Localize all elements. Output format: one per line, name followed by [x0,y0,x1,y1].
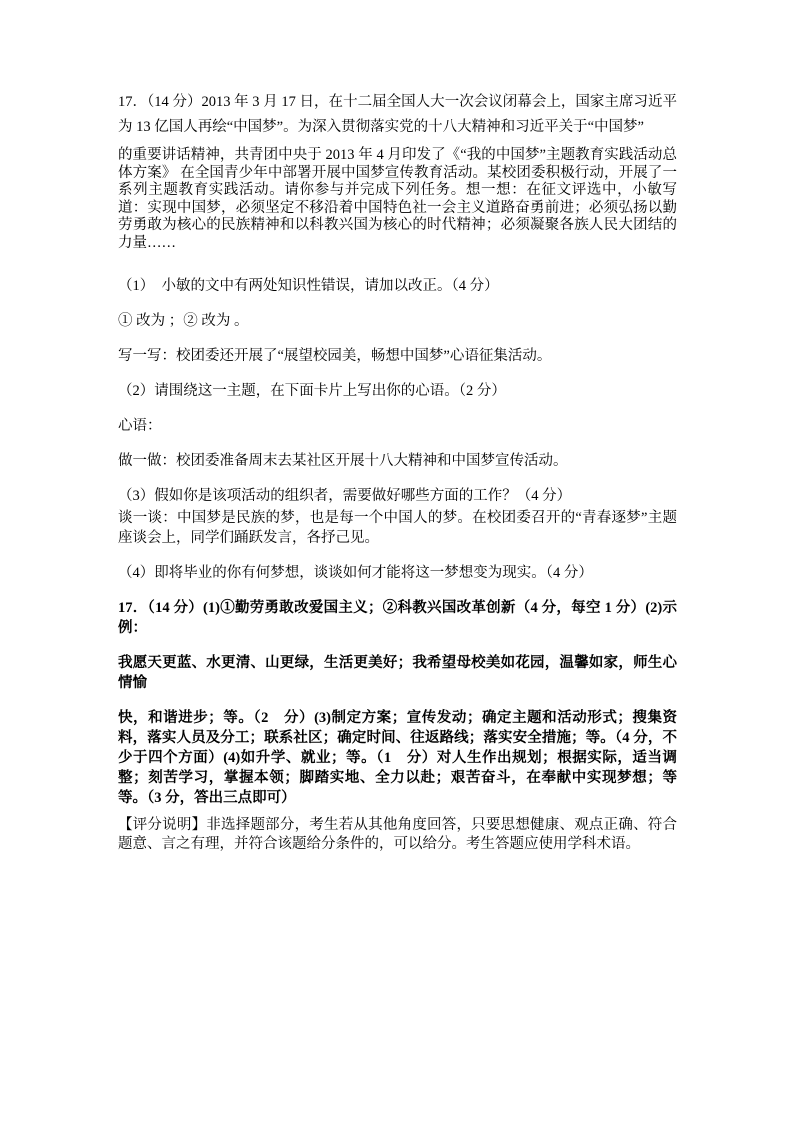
card-label: 心语： [118,418,162,434]
write-prompt: 写一写：校团委还开展了“展望校园美，畅想中国梦”心语征集活动。 [118,348,552,364]
subquestion-1: （1） 小敏的文中有两处知识性错误，请加以改正。（4 分） [118,278,499,294]
talk-prompt: 谈一谈：中国梦是民族的梦，也是每一个中国人的梦。在校团委召开的“青春逐梦”主题座谈会上，同学们踊跃发言，各抒己见。 [118,510,677,546]
answer-key-header: 17．（14 分）(1)①勤劳勇敢改爱国主义；②科教兴国改革创新（4 分，每空 1 分）(2)示例： [118,600,677,636]
question-17-intro-part1: 17．（14 分）2013 年 3 月 17 日，在十二届全国人大一次会议闭幕会上，国家主席习近平为 13 亿国人再绘“中国梦”。为深入贯彻落实党的十八大精神和习近平关于“中国梦” [118,94,677,135]
answer-key-body: 快，和谐进步；等。（2 分）(3)制定方案；宣传发动；确定主题和活动形式；搜集资料，落实人员及分工；联系社区；确定时间、往返路线；落实安全措施；等。（4 分，不少于四个方面）(4)如升学、就业；等。（1 分）对人生作出规划；根据实际，适当调整；刻苦学习，掌握本领；脚踏实地、全力以赴；艰苦奋斗，在奉献中实现梦想；等等。（3 分，答出三点即可） [118,710,677,806]
subquestion-3: （3）假如你是该项活动的组织者，需要做好哪些方面的工作？（4 分） [118,488,572,504]
subquestion-2: （2）请围绕这一主题，在下面卡片上写出你的心语。（2 分） [118,383,506,399]
question-17-intro-part2: 的重要讲话精神，共青团中央于 2013 年 4 月印发了《“我的中国梦”主题教育实践活动总体方案》 在全国青少年中部署开展中国梦宣传教育活动。某校团委积极行动，开展了一系列主题教育实践活动。请你参与并完成下列任务。想一想：在征文评选中，小敏写道：实现中国梦，必须坚定不移沿着中国特色社一会主义道路奋勇前进；必须弘扬以勤劳勇敢为核心的民族精神和以科教兴国为核心的时代精神；必须凝聚各族人民大团结的力量…… [118,147,677,251]
do-prompt: 做一做：校团委准备周末去某社区开展十八大精神和中国梦宣传活动。 [118,453,568,469]
correction-blanks: ① 改为 ；② 改为 。 [118,313,249,329]
subquestion-4: （4）即将毕业的你有何梦想，谈谈如何才能将这一梦想变为现实。（4 分） [118,565,593,581]
answer-key-line: 我愿天更蓝、水更清、山更绿，生活更美好；我希望母校美如花园，温馨如家，师生心情愉 [118,655,677,691]
grading-note: 【评分说明】非选择题部分，考生若从其他角度回答，只要思想健康、观点正确、符合题意、言之有理，并符合该题给分条件的，可以给分。考生答题应使用学科术语。 [118,817,677,852]
